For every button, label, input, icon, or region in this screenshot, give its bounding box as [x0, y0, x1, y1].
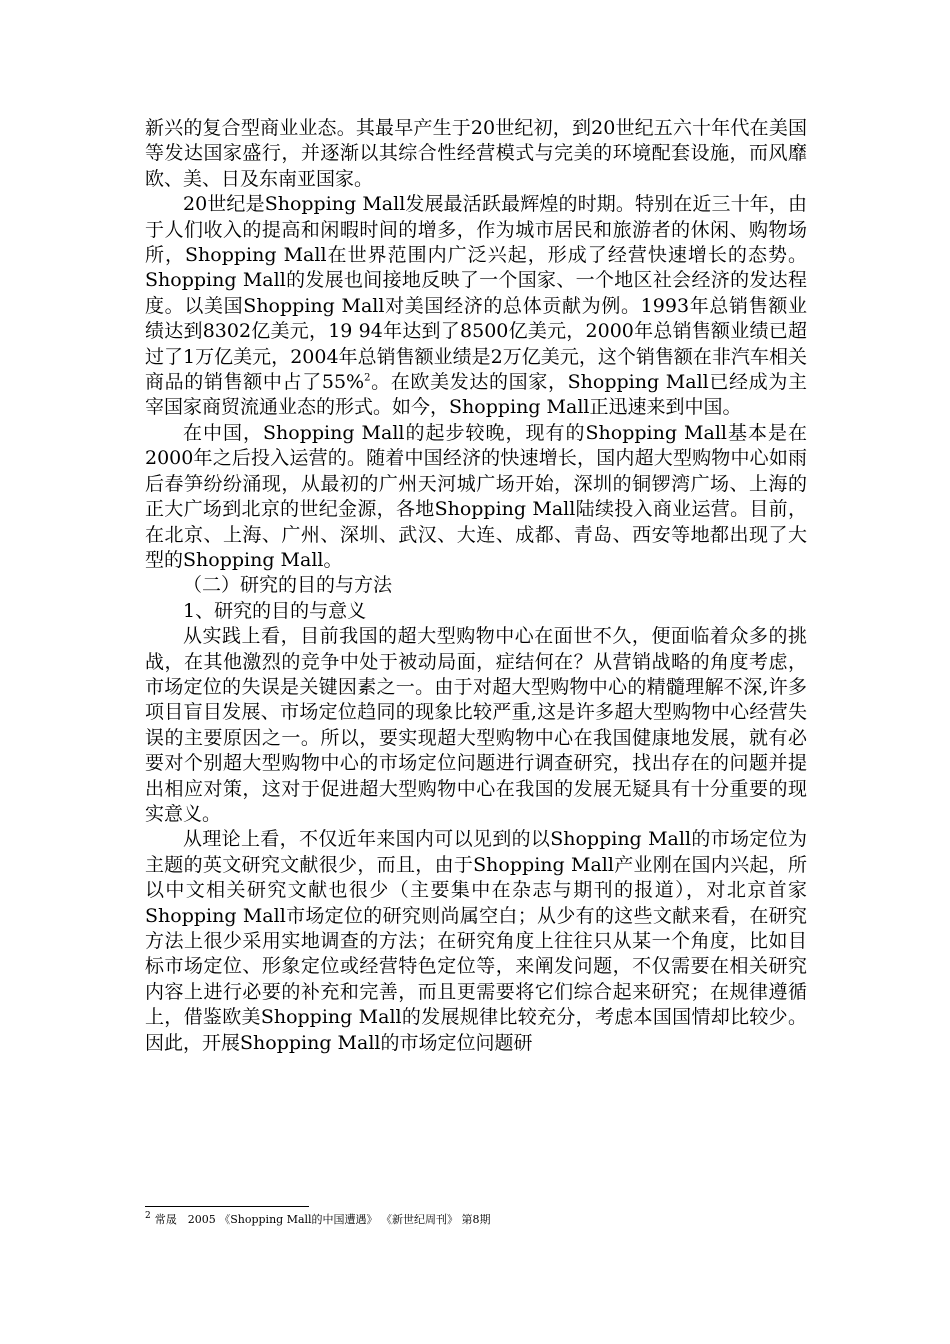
paragraph-theory: 从理论上看，不仅近年来国内可以见到的以Shopping Mall的市场定位为主题的英文研究文献很少，而且，由于Shopping Mall产业刚在国内兴起，所以中文相关研究文献也很少（主要集中在杂志与期刊的报道），对北京首家Shopping Mall市场定位的研究则尚属空白；从少有的这些文献来看，在研究方法上很少采用实地调查的方法；在研究角度上往往只从某一个角度，比如目标市场定位、形象定位或经营特色定位等，来阐发问题，不仅需要在相关研究内容上进行必要的补充和完善，而且更需要将它们综合起来研究；在规律遵循上，借鉴欧美Shopping Mall的发展规律比较充分，考虑本国国情却比较少。因此，开展Shopping Mall的市场定位问题研: [145, 828, 807, 1054]
document-body: [145, 116, 807, 1056]
paragraph-20th-century: [145, 192, 807, 421]
section-heading: （二）研究的目的与方法: [183, 574, 393, 597]
footnote-mark: 2: [145, 1211, 151, 1222]
footnote: [145, 1213, 807, 1227]
paragraph-intro-continuation: 新兴的复合型商业业态。其最早产生于20世纪初，到20世纪五六十年代在美国等发达国家盛行，并逐渐以其综合性经营模式与完美的环境配套设施，而风靡欧、美、日及东南亚国家。: [145, 117, 807, 190]
subsection-heading: 1、研究的目的与意义: [183, 599, 367, 622]
paragraph-text: 20世纪是Shopping Mall发展最活跃最辉煌的时期。特别在近三十年，由于人们收入的提高和闲暇时间的增多，作为城市居民和旅游者的休闲、购物场所，Shopping Mall在世界范围内广泛兴起，形成了经营快速增长的态势。Shopping Mall的发展也间接地反映了一个国家、一个地区社会经济的发达程度。以美国Shopping Mall对美国经济的总体贡献为例。1993年总销售额业绩达到8302亿美元，19 94年达到了8500亿美元，2000年总销售额业绩已超过了1万亿美元，2004年总销售额业绩是2万亿美元，这个销售额在非汽车相关商品的销售额中占了55%: [145, 193, 807, 394]
footnote-separator: [145, 1206, 309, 1207]
paragraph-china: 在中国，Shopping Mall的起步较晚，现有的Shopping Mall基本是在2000年之后投入运营的。随着中国经济的快速增长，国内超大型购物中心如雨后春笋纷纷涌现，从最初的广州天河城广场开始，深圳的铜锣湾广场、上海的正大广场到北京的世纪金源，各地Shopping Mall陆续投入商业运营。目前，在北京、上海、广州、深圳、武汉、大连、成都、青岛、西安等地都出现了大型的Shopping Mall。: [145, 421, 807, 571]
paragraph-text: 。在欧美发达的国家，Shopping Mall已经成为主宰国家商贸流通业态的形式。如今，Shopping Mall正迅速来到中国。: [145, 371, 807, 419]
paragraph-practice: 从实践上看，目前我国的超大型购物中心在面世不久，便面临着众多的挑战，在其他激烈的竞争中处于被动局面，症结何在？从营销战略的角度考虑，市场定位的失误是关键因素之一。由于对超大型购物中心的精髓理解不深,许多项目盲目发展、市场定位趋同的现象比较严重,这是许多超大型购物中心经营失误的主要原因之一。所以，要实现超大型购物中心在我国健康地发展，就有必要对个别超大型购物中心的市场定位问题进行调查研究，找出存在的问题并提出相应对策，这对于促进超大型购物中心在我国的发展无疑具有十分重要的现实意义。: [145, 625, 807, 825]
footnote-reference: 2: [364, 372, 371, 384]
footnote-text: 常晟 2005 《Shopping Mall的中国遭遇》 《新世纪周刊》 第8期: [154, 1213, 491, 1226]
